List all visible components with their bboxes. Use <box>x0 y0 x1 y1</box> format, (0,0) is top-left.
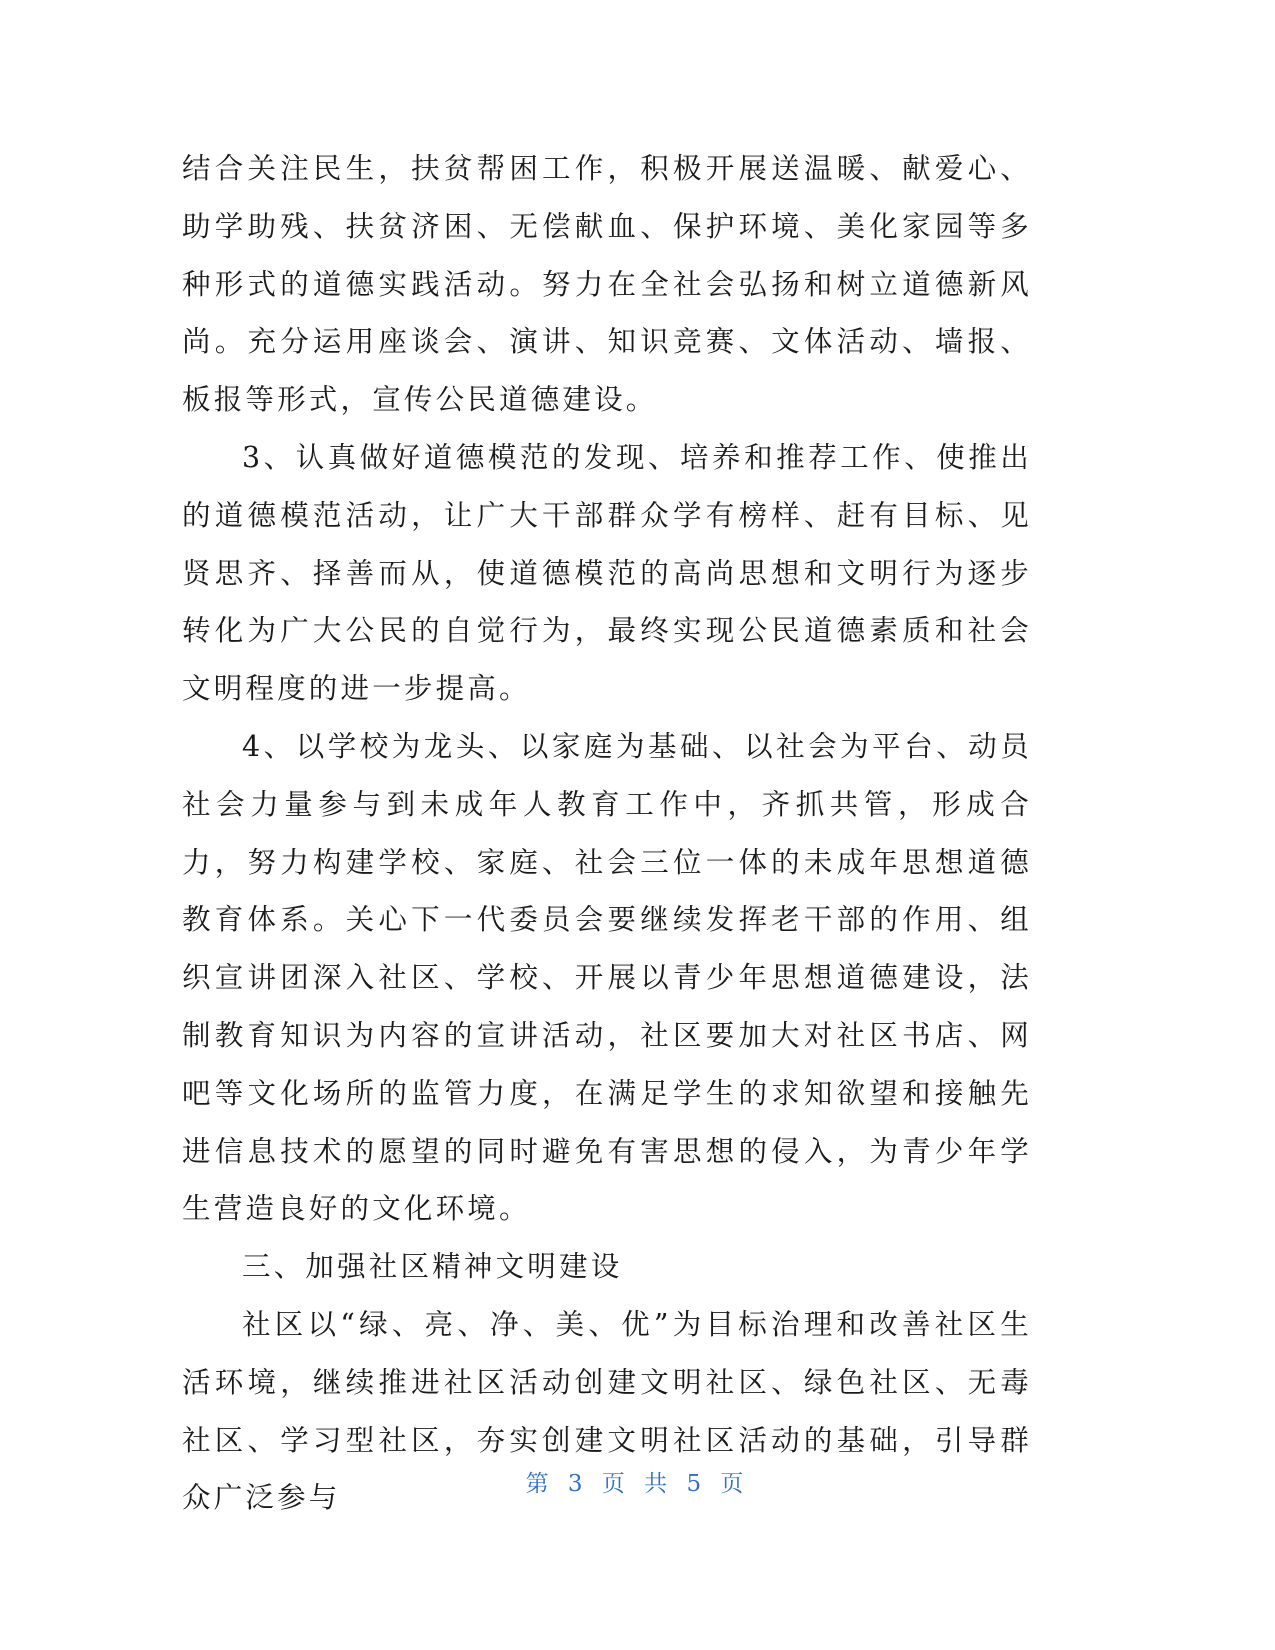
section-heading: 三、加强社区精神文明建设 <box>242 1250 623 1284</box>
paragraph-5: 社区以“绿、亮、净、美、优”为目标治理和改善社区生活环境，继续推进社区活动创建文明社区、绿色社区、无毒社区、学习型社区，夯实创建文明社区活动的基础，引导群众广泛参与 <box>182 1307 1032 1515</box>
page-number-footer: 第 3 页 共 5 页 <box>525 1471 750 1497</box>
paragraph-2: 3、认真做好道德模范的发现、培养和推荐工作、使推出的道德模范活动，让广大干部群众学有榜样、赶有目标、见贤思齐、择善而从，使道德模范的高尚思想和文明行为逐步转化为广大公民的自觉行为，最终实现公民道德素质和社会文明程度的进一步提高。 <box>182 440 1032 706</box>
paragraph-1: 结合关注民生，扶贫帮困工作，积极开展送温暖、献爱心、助学助残、扶贫济困、无偿献血、保护环境、美化家园等多种形式的道德实践活动。努力在全社会弘扬和树立道德新风尚。充分运用座谈会、演讲、知识竞赛、文体活动、墙报、板报等形式，宣传公民道德建设。 <box>182 152 1032 417</box>
paragraph-3: 4、以学校为龙头、以家庭为基础、以社会为平台、动员社会力量参与到未成年人教育工作中，齐抓共管，形成合力，努力构建学校、家庭、社会三位一体的未成年思想道德教育体系。关心下一代委员会要继续发挥老干部的作用、组织宣讲团深入社区、学校、开展以青少年思想道德建设，法制教育知识为内容的宣讲活动，社区要加大对社区书店、网吧等文化场所的监管力度，在满足学生的求知欲望和接触先进信息技术的愿望的同时避免有害思想的侵入，为青少年学生营造良好的文化环境。 <box>182 729 1032 1226</box>
document-body <box>182 140 1032 1527</box>
